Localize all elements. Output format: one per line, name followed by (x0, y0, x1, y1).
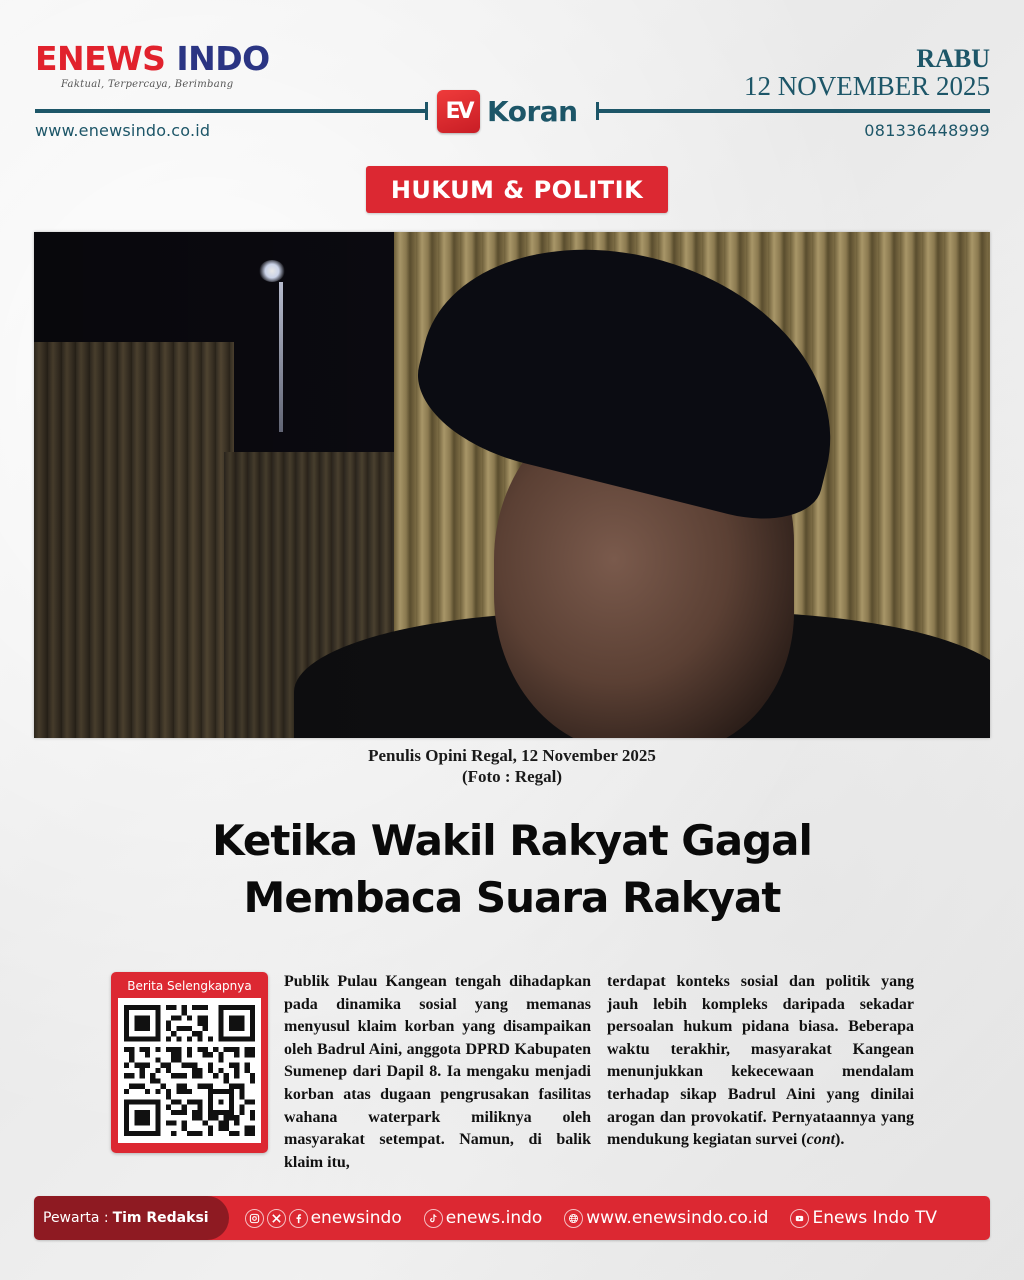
brand-tagline: Faktual, Terpercaya, Berimbang (61, 79, 234, 90)
issue-date (744, 46, 990, 100)
header-phone: 081336448999 (864, 121, 990, 140)
article-body-column-1: Publik Pulau Kangean tengah dihadapkan pada dinamika sosial yang memanas menyusul klaim korban yang disampaikan oleh Badrul Aini, anggota DPRD Kabupaten Sumenep dari Dapil 8. Ia mengaku menjadi korban atas dugaan pengrusakan fasilitas wahana waterpark miliknya oleh masyarakat setempat. Namun, di balik klaim itu, (284, 973, 591, 1171)
article-headline (0, 812, 1024, 926)
brand-logo (35, 39, 270, 90)
youtube-icon (790, 1209, 809, 1228)
qr-card-title: Berita Selengkapnya (127, 979, 252, 993)
qr-code[interactable] (118, 998, 261, 1143)
article-body-column-2-text: terdapat konteks sosial dan politik yang jauh lebih kompleks daripada sekadar persoalan hukum pidana biasa. Beberapa waktu terakhir, masyarakat Kangean menunjukkan kekecewaan mendalam terhadap sikap Badrul Aini yang dinilai arogan dan provokatif. Pernyataannya yang mendukung kegiatan survei ( (607, 973, 914, 1149)
facebook-icon (289, 1209, 308, 1228)
headline-line2: Membaca Suara Rakyat (243, 873, 781, 922)
issue-full-date: 12 NOVEMBER 2025 (743, 71, 990, 101)
photo-shade (34, 232, 990, 738)
brand-name (35, 39, 270, 78)
photo-caption-credit: (Foto : Regal) (461, 767, 563, 786)
edition-label: Koran (487, 95, 578, 128)
youtube-channel: Enews Indo TV (812, 1208, 937, 1228)
footer-bar (34, 1196, 990, 1240)
social-media-link[interactable] (245, 1208, 402, 1228)
issue-day: RABU (916, 44, 990, 73)
x-icon (267, 1209, 286, 1228)
headline-line1: Ketika Wakil Rakyat Gagal (212, 816, 812, 865)
edition-badge (437, 90, 578, 133)
header-website-link[interactable]: www.enewsindo.co.id (35, 121, 211, 140)
brand-name-part2: INDO (176, 39, 270, 78)
photo-caption (0, 745, 1024, 787)
youtube-link[interactable] (790, 1208, 937, 1228)
reporter-name: Tim Redaksi (112, 1210, 209, 1226)
article-photo (34, 232, 990, 738)
header-divider-cap-right (596, 102, 599, 120)
header-divider-right (597, 109, 990, 113)
reporter-credit (34, 1196, 229, 1240)
category-badge: HUKUM & POLITIK (366, 166, 668, 213)
ev-logo-icon: EV (437, 90, 480, 133)
globe-icon (564, 1209, 583, 1228)
qr-code-icon (124, 1004, 255, 1137)
article-body-column-2-end: ). (835, 1131, 845, 1149)
header-divider-cap-left (425, 102, 428, 120)
read-more-qr-card[interactable] (111, 972, 268, 1153)
tiktok-handle: enews.indo (445, 1208, 543, 1228)
photo-caption-line1: Penulis Opini Regal, 12 November 2025 (368, 746, 656, 765)
article-body-column-2 (607, 971, 914, 1152)
header-divider-left (35, 109, 425, 113)
tiktok-icon (424, 1209, 443, 1228)
instagram-icon (245, 1209, 264, 1228)
footer-website-link[interactable] (564, 1208, 768, 1228)
social-handle: enewsindo (310, 1208, 402, 1228)
reporter-label: Pewarta : (43, 1210, 109, 1226)
tiktok-link[interactable] (424, 1208, 543, 1228)
continued-marker: cont (806, 1131, 836, 1149)
footer-website: www.enewsindo.co.id (586, 1208, 769, 1228)
brand-name-part1: ENEWS (35, 39, 166, 78)
